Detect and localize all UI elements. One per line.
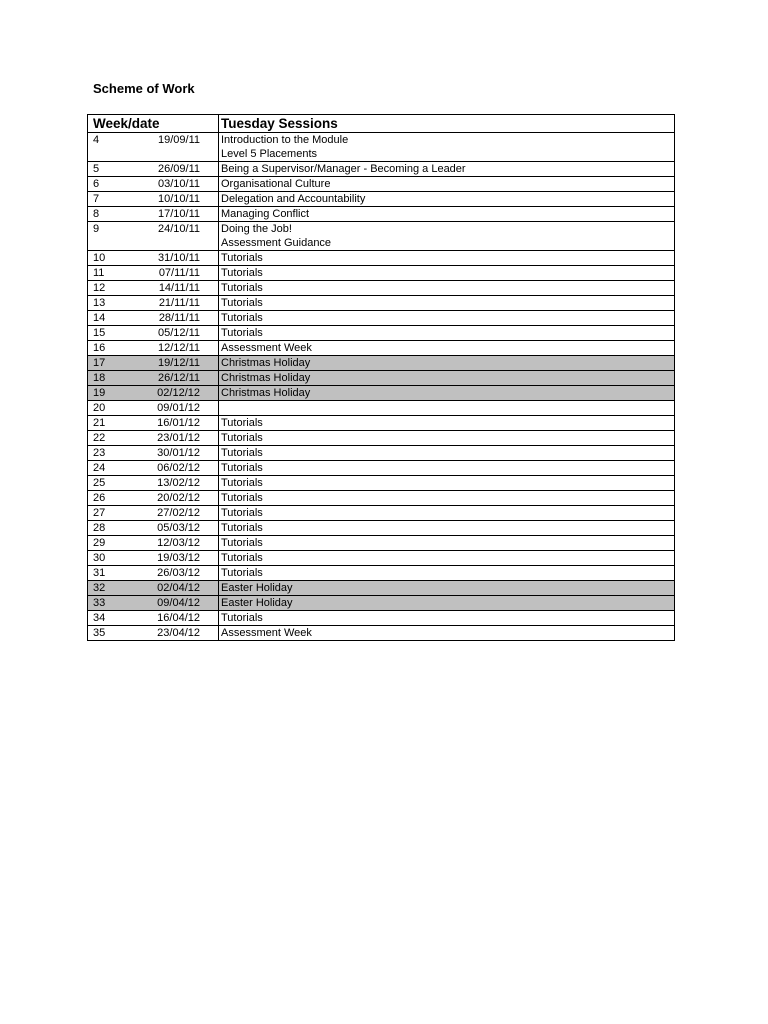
- table-row: [88, 341, 675, 356]
- week-date-cell: 07/11/11: [148, 266, 219, 281]
- table-row: [88, 491, 675, 506]
- week-date-cell: 23/01/12: [148, 431, 219, 446]
- session-cell: [219, 266, 675, 281]
- table-row: [88, 551, 675, 566]
- week-date-cell: 16/01/12: [148, 416, 219, 431]
- week-number-cell: 8: [88, 207, 148, 222]
- week-date-cell: 23/04/12: [148, 626, 219, 641]
- week-number-cell: 21: [88, 416, 148, 431]
- week-number-cell: 14: [88, 311, 148, 326]
- session-line: Tutorials: [221, 327, 263, 339]
- week-number-cell: 12: [88, 281, 148, 296]
- session-line: Tutorials: [221, 312, 263, 324]
- table-row: [88, 446, 675, 461]
- table-row: [88, 207, 675, 222]
- table-row: [88, 177, 675, 192]
- table-row: [88, 371, 675, 386]
- week-number-cell: 10: [88, 251, 148, 266]
- table-row: [88, 476, 675, 491]
- page-title: Scheme of Work: [93, 81, 195, 96]
- session-line: Tutorials: [221, 537, 263, 549]
- week-number-cell: 4: [88, 133, 148, 162]
- session-cell: [219, 356, 675, 371]
- session-line: Christmas Holiday: [221, 372, 311, 384]
- session-cell: [219, 341, 675, 356]
- week-number-cell: 25: [88, 476, 148, 491]
- session-line: Tutorials: [221, 462, 263, 474]
- table-row: [88, 611, 675, 626]
- week-number-cell: 32: [88, 581, 148, 596]
- week-number-cell: 13: [88, 296, 148, 311]
- table-row: [88, 581, 675, 596]
- session-line: Being a Supervisor/Manager - Becoming a Leader: [221, 163, 466, 175]
- week-date-cell: 21/11/11: [148, 296, 219, 311]
- session-line: Managing Conflict: [221, 208, 310, 220]
- week-number-cell: 33: [88, 596, 148, 611]
- week-number-cell: 5: [88, 162, 148, 177]
- week-number-cell: 31: [88, 566, 148, 581]
- week-number-cell: 16: [88, 341, 148, 356]
- week-date-cell: 10/10/11: [148, 192, 219, 207]
- session-cell: [219, 506, 675, 521]
- table-body: [88, 133, 675, 641]
- session-line: Tutorials: [221, 567, 263, 579]
- session-cell: [219, 416, 675, 431]
- table-row: [88, 251, 675, 266]
- session-line: Introduction to the Module: [221, 134, 349, 146]
- table-row: [88, 536, 675, 551]
- session-line: Tutorials: [221, 552, 263, 564]
- session-line: Tutorials: [221, 267, 263, 279]
- session-line: Delegation and Accountability: [221, 193, 366, 205]
- week-number-cell: 24: [88, 461, 148, 476]
- week-number-cell: 30: [88, 551, 148, 566]
- session-cell: [219, 431, 675, 446]
- table-row: [88, 281, 675, 296]
- session-cell: [219, 491, 675, 506]
- session-cell: [219, 281, 675, 296]
- week-date-cell: 16/04/12: [148, 611, 219, 626]
- table-row: [88, 133, 675, 162]
- week-date-cell: 14/11/11: [148, 281, 219, 296]
- session-line: Christmas Holiday: [221, 357, 311, 369]
- session-cell: [219, 311, 675, 326]
- week-date-cell: 30/01/12: [148, 446, 219, 461]
- week-date-cell: 02/12/12: [148, 386, 219, 401]
- session-line: Assessment Week: [221, 627, 312, 639]
- table-row: [88, 416, 675, 431]
- session-cell: [219, 371, 675, 386]
- session-cell: [219, 296, 675, 311]
- week-number-cell: 27: [88, 506, 148, 521]
- week-date-cell: 12/03/12: [148, 536, 219, 551]
- table-row: [88, 401, 675, 416]
- session-cell: [219, 446, 675, 461]
- week-date-cell: 13/02/12: [148, 476, 219, 491]
- session-cell: [219, 192, 675, 207]
- session-line: Tutorials: [221, 417, 263, 429]
- session-cell: [219, 162, 675, 177]
- session-line: Tutorials: [221, 612, 263, 624]
- week-date-cell: 17/10/11: [148, 207, 219, 222]
- session-line: Assessment Week: [221, 342, 312, 354]
- week-number-cell: 19: [88, 386, 148, 401]
- session-cell: [219, 566, 675, 581]
- week-number-cell: 9: [88, 222, 148, 251]
- session-line: Tutorials: [221, 252, 263, 264]
- week-number-cell: 7: [88, 192, 148, 207]
- week-date-cell: 09/01/12: [148, 401, 219, 416]
- session-cell: [219, 222, 675, 251]
- week-date-cell: 05/03/12: [148, 521, 219, 536]
- week-number-cell: 15: [88, 326, 148, 341]
- session-cell: [219, 596, 675, 611]
- table-row: [88, 266, 675, 281]
- week-date-cell: 05/12/11: [148, 326, 219, 341]
- table-row: [88, 506, 675, 521]
- session-line: Assessment Guidance: [221, 237, 332, 249]
- session-line: Tutorials: [221, 447, 263, 459]
- session-line: Level 5 Placements: [221, 148, 317, 160]
- session-cell: [219, 401, 675, 416]
- week-date-cell: 27/02/12: [148, 506, 219, 521]
- week-date-cell: 03/10/11: [148, 177, 219, 192]
- session-line: Tutorials: [221, 297, 263, 309]
- session-line: Tutorials: [221, 492, 263, 504]
- week-number-cell: 11: [88, 266, 148, 281]
- table-header-row: [88, 115, 675, 133]
- table-row: [88, 461, 675, 476]
- week-number-cell: 35: [88, 626, 148, 641]
- table-row: [88, 626, 675, 641]
- session-cell: [219, 581, 675, 596]
- session-line: Tutorials: [221, 507, 263, 519]
- week-number-cell: 6: [88, 177, 148, 192]
- table-row: [88, 192, 675, 207]
- header-tuesday-sessions: Tuesday Sessions: [219, 115, 675, 133]
- session-line: Christmas Holiday: [221, 387, 311, 399]
- week-date-cell: 06/02/12: [148, 461, 219, 476]
- week-date-cell: 12/12/11: [148, 341, 219, 356]
- session-line: Tutorials: [221, 522, 263, 534]
- table-row: [88, 296, 675, 311]
- session-cell: [219, 611, 675, 626]
- week-date-cell: 24/10/11: [148, 222, 219, 251]
- week-number-cell: 26: [88, 491, 148, 506]
- week-number-cell: 28: [88, 521, 148, 536]
- session-cell: [219, 133, 675, 162]
- table-row: [88, 162, 675, 177]
- week-date-cell: 19/03/12: [148, 551, 219, 566]
- table-row: [88, 326, 675, 341]
- table-row: [88, 521, 675, 536]
- session-cell: [219, 461, 675, 476]
- session-line: Tutorials: [221, 432, 263, 444]
- session-line: Tutorials: [221, 477, 263, 489]
- week-date-cell: 28/11/11: [148, 311, 219, 326]
- session-cell: [219, 251, 675, 266]
- table-row: [88, 596, 675, 611]
- table-row: [88, 566, 675, 581]
- session-cell: [219, 626, 675, 641]
- session-cell: [219, 177, 675, 192]
- week-date-cell: 09/04/12: [148, 596, 219, 611]
- session-cell: [219, 521, 675, 536]
- week-date-cell: 26/03/12: [148, 566, 219, 581]
- table-row: [88, 222, 675, 251]
- table-row: [88, 311, 675, 326]
- week-number-cell: 29: [88, 536, 148, 551]
- header-week-date: Week/date: [88, 115, 148, 133]
- week-date-cell: 19/09/11: [148, 133, 219, 162]
- session-line: Doing the Job!: [221, 223, 292, 235]
- week-date-cell: 26/09/11: [148, 162, 219, 177]
- session-line: Organisational Culture: [221, 178, 331, 190]
- session-cell: [219, 551, 675, 566]
- week-number-cell: 18: [88, 371, 148, 386]
- week-number-cell: 34: [88, 611, 148, 626]
- table-row: [88, 431, 675, 446]
- session-cell: [219, 476, 675, 491]
- session-line: Tutorials: [221, 282, 263, 294]
- session-cell: [219, 326, 675, 341]
- week-date-cell: 02/04/12: [148, 581, 219, 596]
- scheme-of-work-table: [87, 114, 675, 641]
- week-date-cell: 26/12/11: [148, 371, 219, 386]
- week-number-cell: 17: [88, 356, 148, 371]
- session-cell: [219, 536, 675, 551]
- session-line: Easter Holiday: [221, 597, 293, 609]
- week-date-cell: 19/12/11: [148, 356, 219, 371]
- session-line: Easter Holiday: [221, 582, 293, 594]
- week-date-cell: 20/02/12: [148, 491, 219, 506]
- table-row: [88, 386, 675, 401]
- week-number-cell: 20: [88, 401, 148, 416]
- session-cell: [219, 207, 675, 222]
- table-row: [88, 356, 675, 371]
- session-cell: [219, 386, 675, 401]
- week-number-cell: 23: [88, 446, 148, 461]
- week-date-cell: 31/10/11: [148, 251, 219, 266]
- week-number-cell: 22: [88, 431, 148, 446]
